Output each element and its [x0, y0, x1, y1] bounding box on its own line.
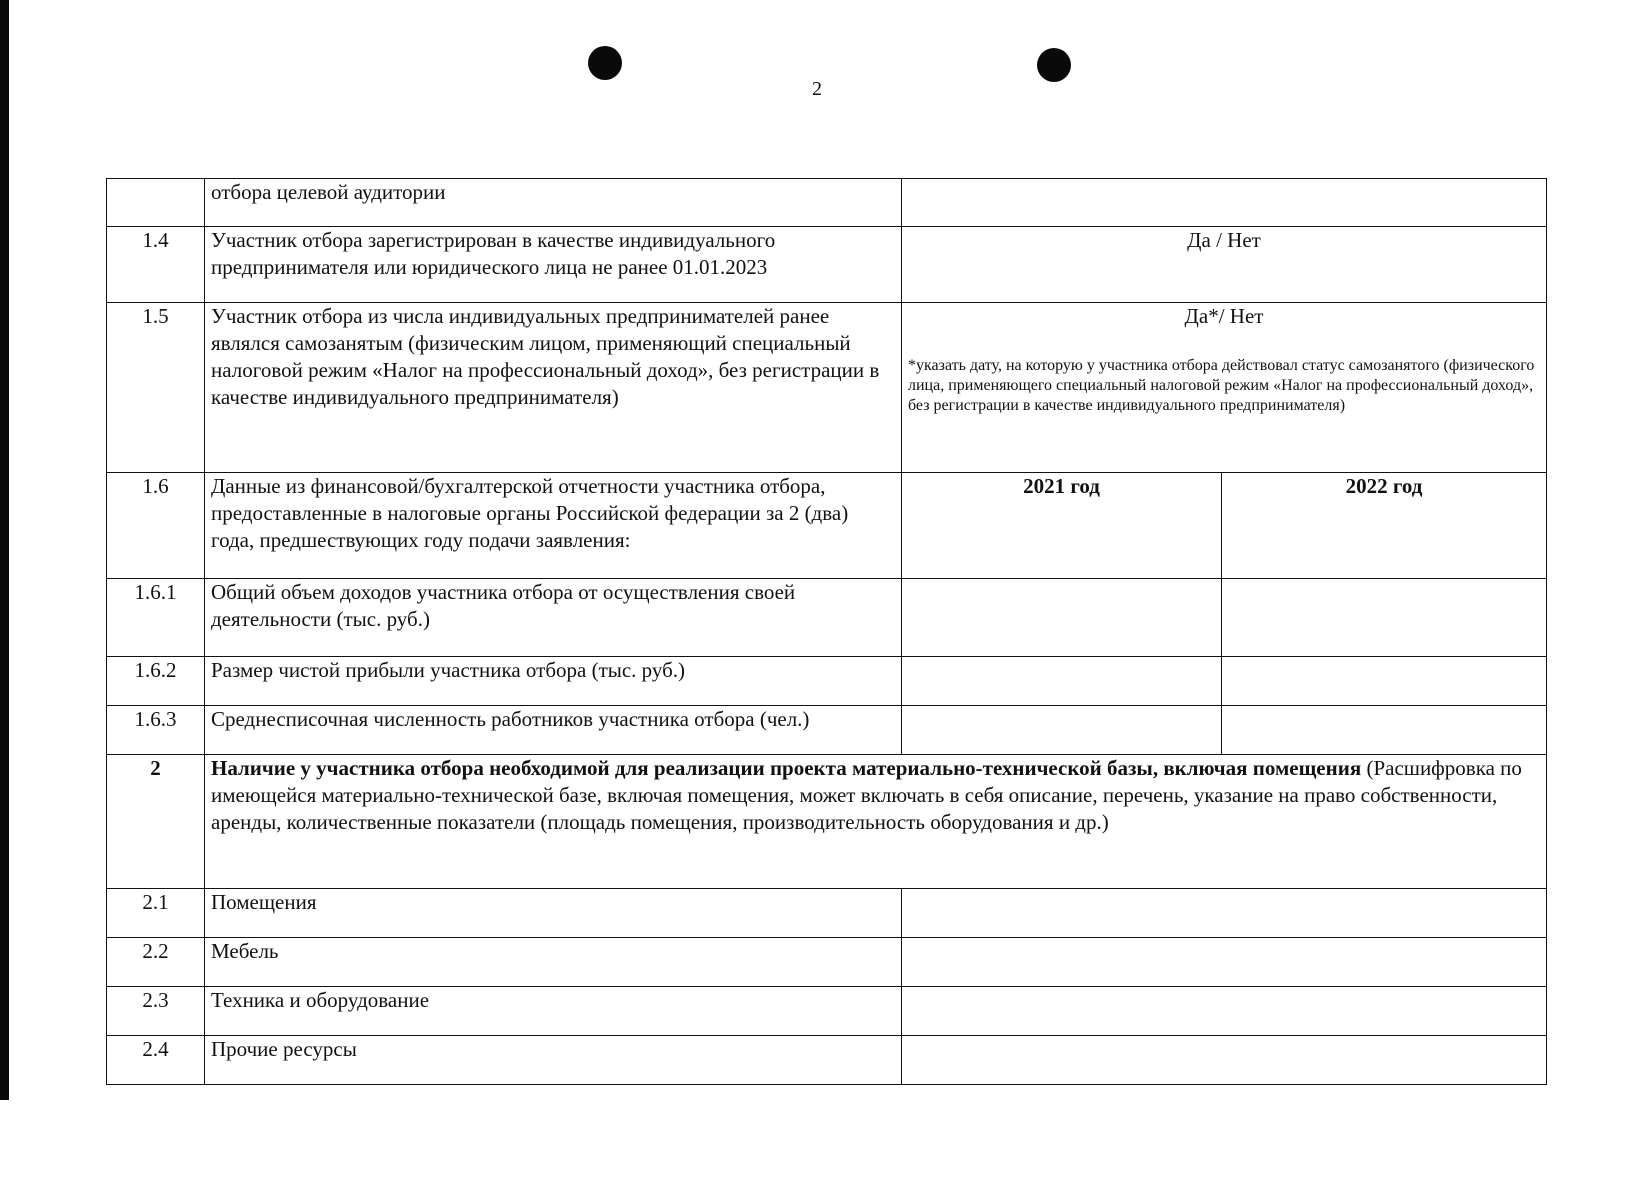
punch-hole-right: [1037, 48, 1071, 82]
table-row: [107, 179, 1547, 227]
value-cell-2022[interactable]: [1222, 657, 1547, 706]
table-row: [107, 938, 1547, 987]
table-row: [107, 657, 1547, 706]
application-form-table: [106, 178, 1547, 1085]
year-header-2021: 2021 год: [902, 473, 1222, 579]
value-cell-2022[interactable]: [1222, 706, 1547, 755]
section-title: Наличие у участника отбора необходимой для реализации проекта материально-технической базы, включая помещения: [211, 756, 1362, 780]
table-row: [107, 706, 1547, 755]
value-cell-2021[interactable]: [902, 657, 1222, 706]
table-row: [107, 227, 1547, 303]
row-number: 1.4: [107, 227, 205, 303]
row-number: 1.5: [107, 303, 205, 473]
table-row: [107, 473, 1547, 579]
punch-hole-left: [588, 46, 622, 80]
row-text: Техника и оборудование: [205, 987, 902, 1036]
row-text: Мебель: [205, 938, 902, 987]
row-text: Участник отбора зарегистрирован в качестве индивидуального предпринимателя или юридического лица не ранее 01.01.2023: [205, 227, 902, 303]
row-text: Помещения: [205, 889, 902, 938]
value-cell[interactable]: [902, 179, 1547, 227]
row-number: 2.3: [107, 987, 205, 1036]
section-description: [205, 755, 1547, 889]
value-cell[interactable]: [902, 1036, 1547, 1085]
row-text: Участник отбора из числа индивидуальных предпринимателей ранее являлся самозанятым (физическим лицом, применяющий специальный налоговой режим «Налог на профессиональный доход», без регистрации в качестве индивидуального предпринимателя): [205, 303, 902, 473]
row-text: Данные из финансовой/бухгалтерской отчетности участника отбора, предоставленные в налоговые органы Российской федерации за 2 (два) года, предшествующих году подачи заявления:: [205, 473, 902, 579]
table-row: [107, 1036, 1547, 1085]
scan-left-edge: [0, 0, 9, 1100]
year-header-2022: 2022 год: [1222, 473, 1547, 579]
yes-no-value: Да*/ Нет: [1184, 304, 1264, 328]
table-row: [107, 889, 1547, 938]
value-cell[interactable]: [902, 938, 1547, 987]
yes-no-cell[interactable]: Да / Нет: [902, 227, 1547, 303]
value-cell[interactable]: [902, 987, 1547, 1036]
row-number: 2.2: [107, 938, 205, 987]
row-number: 2: [107, 755, 205, 889]
table-row: [107, 579, 1547, 657]
page-number: 2: [812, 78, 822, 100]
footnote-text: *указать дату, на которую у участника отбора действовал статус самозанятого (физического лица, применяющего специальный налоговой режим «Налог на профессиональный доход», без регистрации в качестве индивидуального предпринимателя): [908, 357, 1535, 414]
row-number: [107, 179, 205, 227]
row-number: 1.6.1: [107, 579, 205, 657]
row-number: 2.1: [107, 889, 205, 938]
value-cell-2021[interactable]: [902, 579, 1222, 657]
row-text: Общий объем доходов участника отбора от осуществления своей деятельности (тыс. руб.): [205, 579, 902, 657]
row-text: отбора целевой аудитории: [205, 179, 902, 227]
row-text: Размер чистой прибыли участника отбора (тыс. руб.): [205, 657, 902, 706]
value-cell-2022[interactable]: [1222, 579, 1547, 657]
value-cell[interactable]: [902, 889, 1547, 938]
table-row: [107, 987, 1547, 1036]
row-number: 1.6: [107, 473, 205, 579]
row-text: Прочие ресурсы: [205, 1036, 902, 1085]
row-number: 1.6.3: [107, 706, 205, 755]
yes-no-cell[interactable]: [902, 303, 1547, 473]
table-row: [107, 755, 1547, 889]
row-number: 1.6.2: [107, 657, 205, 706]
section-note: (Расшифровка по имеющейся материально-технической базе, включая помещения, может включать в себя описание, перечень, указание на право собственности, аренды, количественные показатели (площадь помещения, производительность оборудования и др.): [211, 756, 1522, 834]
table-row: [107, 303, 1547, 473]
row-number: 2.4: [107, 1036, 205, 1085]
row-text: Среднесписочная численность работников участника отбора (чел.): [205, 706, 902, 755]
value-cell-2021[interactable]: [902, 706, 1222, 755]
